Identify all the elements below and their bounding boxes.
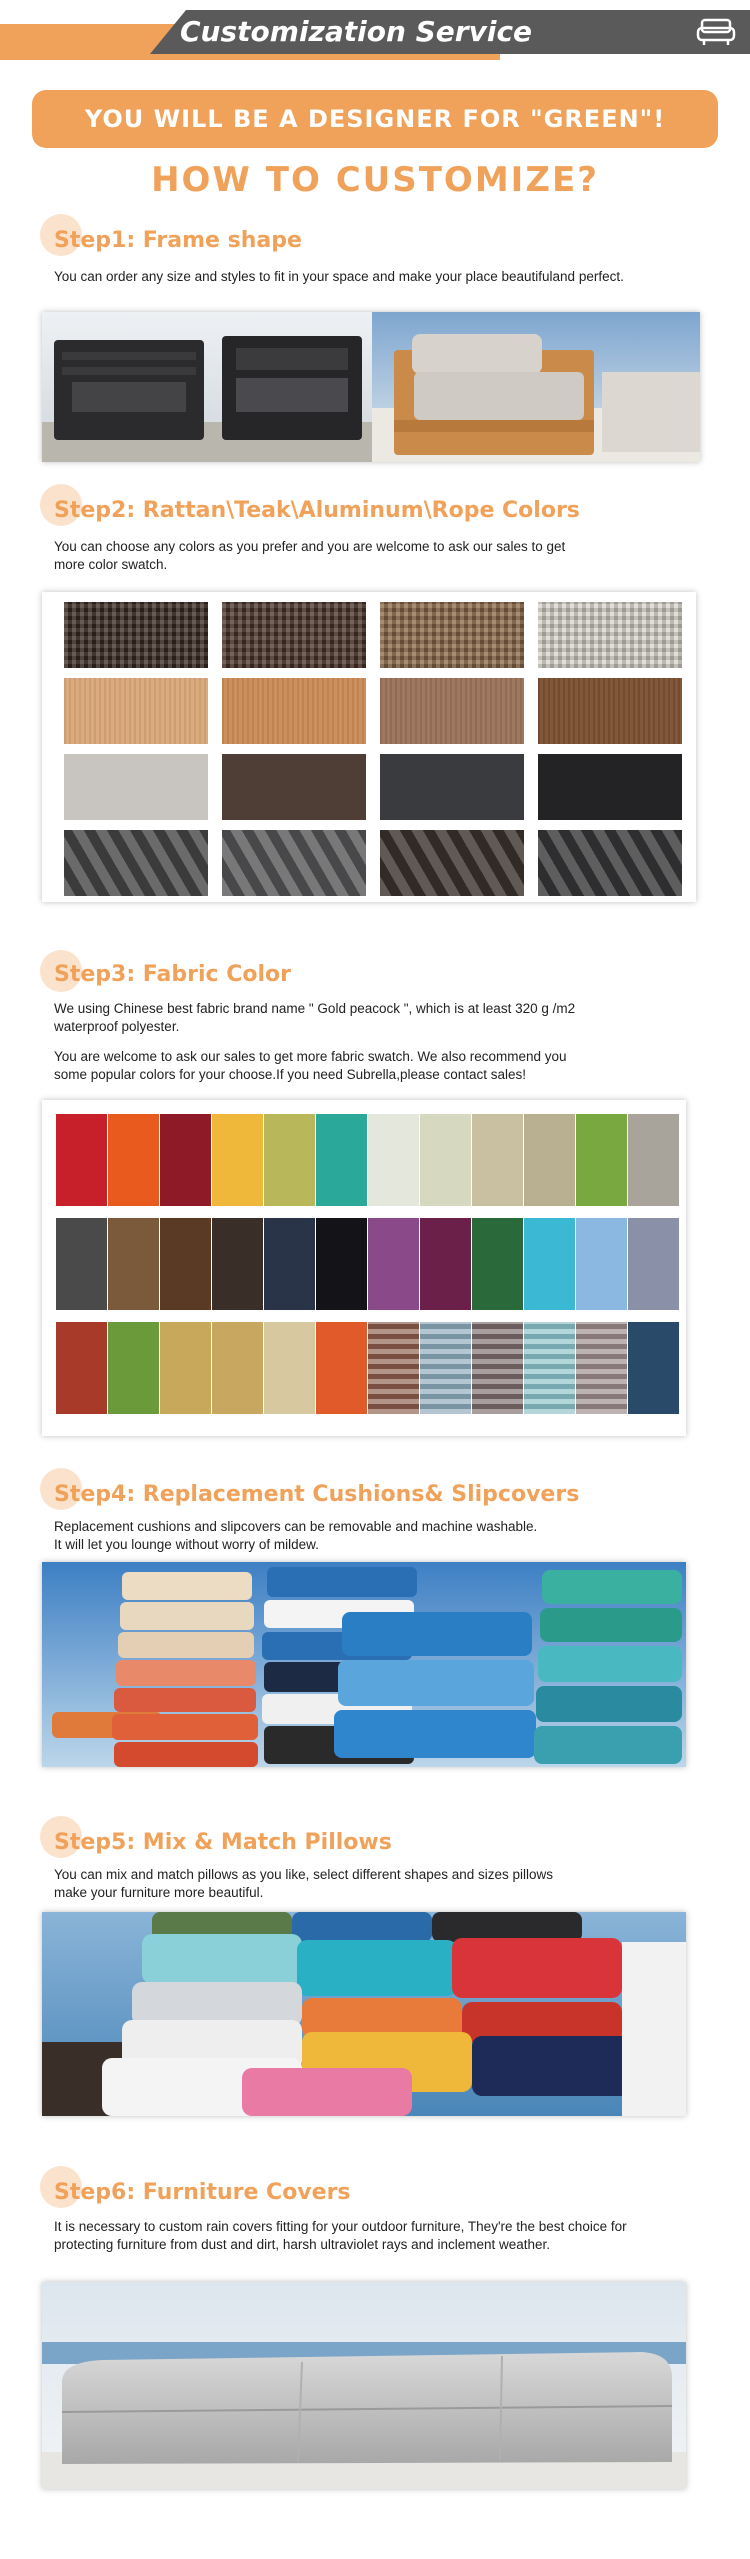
fabric-swatch	[576, 1218, 627, 1310]
fabric-swatch	[264, 1218, 315, 1310]
sofa-icon	[696, 14, 736, 48]
fabric-swatch	[368, 1114, 419, 1206]
fabric-swatch-panel	[42, 1100, 686, 1436]
fabric-swatch	[212, 1322, 263, 1414]
step4-title: Step4: Replacement Cushions& Slipcovers	[54, 1482, 580, 1507]
fabric-swatch	[420, 1218, 471, 1310]
material-swatch	[64, 678, 208, 744]
header-title: Customization Service	[180, 15, 533, 48]
step4-text: Replacement cushions and slipcovers can be removable and machine washable. It will let you lounge without worry of mildew.	[54, 1519, 538, 1552]
fabric-swatch	[108, 1114, 159, 1206]
material-swatch	[64, 602, 208, 668]
fabric-swatch	[316, 1218, 367, 1310]
step5-title: Step5: Mix & Match Pillows	[54, 1830, 392, 1855]
material-swatch	[380, 830, 524, 896]
fabric-swatch	[576, 1114, 627, 1206]
step2-text: You can choose any colors as you prefer and you are welcome to ask our sales to get more color swatch.	[54, 539, 566, 572]
material-swatch	[222, 678, 366, 744]
designer-banner: YOU WILL BE A DESIGNER FOR "GREEN"!	[32, 90, 718, 148]
material-swatch	[222, 602, 366, 668]
furniture-cover-photo	[42, 2282, 686, 2489]
fabric-swatch	[56, 1114, 107, 1206]
step3-title: Step3: Fabric Color	[54, 962, 291, 987]
fabric-swatch	[212, 1218, 263, 1310]
material-swatch	[538, 754, 682, 820]
fabric-swatch	[316, 1114, 367, 1206]
fabric-swatch	[524, 1114, 575, 1206]
fabric-swatch	[420, 1322, 471, 1414]
fabric-swatch	[56, 1218, 107, 1310]
fabric-swatch	[420, 1114, 471, 1206]
cushions-photo	[42, 1562, 686, 1767]
fabric-swatch	[160, 1322, 211, 1414]
material-swatch	[222, 754, 366, 820]
how-to-title: HOW TO CUSTOMIZE?	[151, 160, 599, 200]
fabric-swatch	[576, 1322, 627, 1414]
fabric-swatch	[628, 1322, 679, 1414]
material-swatch	[538, 830, 682, 896]
fabric-swatch	[368, 1322, 419, 1414]
material-swatch	[64, 754, 208, 820]
fabric-swatch	[160, 1114, 211, 1206]
fabric-swatch	[108, 1322, 159, 1414]
fabric-swatch	[472, 1114, 523, 1206]
step6-text: It is necessary to custom rain covers fitting for your outdoor furniture, They're the best choice for protecting furniture from dust and dirt, harsh ultraviolet rays and inclement weather.	[54, 2219, 627, 2252]
material-swatch-panel	[42, 592, 696, 902]
material-swatch	[380, 754, 524, 820]
fabric-swatch	[472, 1322, 523, 1414]
fabric-swatch	[368, 1218, 419, 1310]
material-swatch	[222, 830, 366, 896]
fabric-swatch	[628, 1114, 679, 1206]
fabric-swatch	[160, 1218, 211, 1310]
material-swatch	[538, 602, 682, 668]
fabric-swatch	[56, 1322, 107, 1414]
material-swatch	[380, 678, 524, 744]
fabric-swatch	[212, 1114, 263, 1206]
material-swatch	[64, 830, 208, 896]
pillows-photo	[42, 1912, 686, 2116]
fabric-swatch	[108, 1218, 159, 1310]
step2-title: Step2: Rattan\Teak\Aluminum\Rope Colors	[54, 498, 580, 523]
fabric-swatch	[472, 1218, 523, 1310]
step3-text: We using Chinese best fabric brand name " Gold peacock ", which is at least 320 g /m2 waterproof polyester. You are welcome to ask our sales to get more fabric swatch. We also recommend you some popular colors for your choose.If you need Subrella,please contact sales!	[54, 1001, 576, 1082]
step5-text: You can mix and match pillows as you like, select different shapes and sizes pillows make your furniture more beautiful.	[54, 1867, 554, 1900]
material-swatch	[538, 678, 682, 744]
step6-title: Step6: Furniture Covers	[54, 2180, 351, 2205]
fabric-swatch	[628, 1218, 679, 1310]
fabric-swatch	[264, 1322, 315, 1414]
material-swatch	[380, 602, 524, 668]
step1-text: You can order any size and styles to fit in your space and make your place beautifuland perfect.	[54, 269, 624, 284]
fabric-swatch	[264, 1114, 315, 1206]
frame-shape-photo	[42, 312, 700, 462]
fabric-swatch	[524, 1322, 575, 1414]
fabric-swatch	[316, 1322, 367, 1414]
fabric-swatch	[524, 1218, 575, 1310]
step1-title: Step1: Frame shape	[54, 228, 302, 253]
